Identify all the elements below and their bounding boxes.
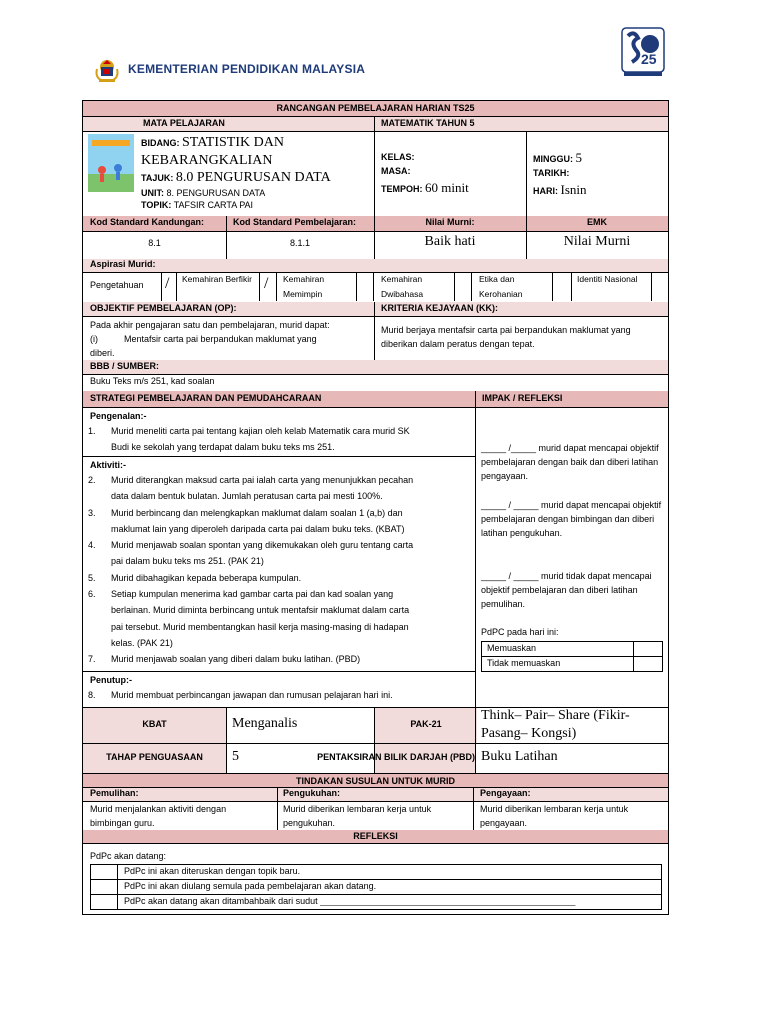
- strategy-step: [83, 423, 475, 456]
- strategy-step: [83, 537, 475, 570]
- step-text-line: Murid membuat perbincangan jawapan dan rumusan pelajaran hari ini.: [111, 690, 393, 700]
- pbd-value: Buku Latihan: [481, 749, 558, 764]
- pak21-value: Think– Pair– Share (Fikir-Pasang– Kongsi): [481, 708, 630, 741]
- ministry-name: KEMENTERIAN PENDIDIKAN MALAYSIA: [128, 62, 366, 76]
- topik-value: TAFSIR CARTA PAI: [173, 200, 254, 210]
- tidak-memuaskan-label: Tidak memuaskan: [487, 658, 561, 668]
- impak-1: _____ /_____ murid dapat mencapai objektif pembelajaran dengan baik dan diberi latihan pengayaan.: [481, 443, 659, 481]
- op-item-number: (i): [90, 334, 98, 344]
- step-text-line: Murid dibahagikan kepada beberapa kumpulan.: [111, 572, 302, 583]
- kk-label: KRITERIA KEJAYAAN (KK):: [381, 303, 499, 313]
- textbook-cover-icon: [88, 134, 134, 192]
- memuaskan-label: Memuaskan: [487, 643, 537, 653]
- op-intro: Pada akhir pengajaran satu dan pembelajaran, murid dapat:: [90, 320, 330, 330]
- step-number: 4.: [88, 540, 96, 551]
- op-item-text: Mentafsir carta pai berpandukan maklumat yang: [124, 334, 317, 344]
- strategy-step: [83, 570, 475, 586]
- pdpc-datang-checkbox-1[interactable]: [91, 865, 117, 879]
- unit-value: 8. PENGURUSAN DATA: [166, 188, 266, 198]
- ksk-value: 8.1: [148, 238, 161, 248]
- step-number: 8.: [88, 690, 96, 700]
- masa-label: MASA:: [381, 166, 411, 176]
- aspirasi-identiti-nasional: Identiti Nasional: [577, 274, 638, 284]
- pemulihan-text: Murid menjalankan aktiviti dengan bimbingan guru.: [90, 804, 227, 828]
- step-number: 1.: [88, 426, 96, 436]
- ksk-label: Kod Standard Kandungan:: [90, 217, 204, 227]
- step-text-line: Murid menjawab soalan yang diberi dalam buku latihan. (PBD): [111, 654, 361, 665]
- nilai-murni-label: Nilai Murni:: [425, 217, 475, 227]
- strategy-step: [83, 505, 475, 538]
- step-text-line: Setiap kumpulan menerima kad gambar carta pai dan kad soalan yang: [111, 589, 394, 600]
- aspirasi-kemahiran-dwibahasa: Kemahiran Dwibahasa: [381, 274, 424, 299]
- op-label: OBJEKTIF PEMBELAJARAN (OP):: [90, 303, 237, 313]
- jata-negara-icon: [92, 55, 122, 85]
- pdpc-akan-datang-label: PdPc akan datang:: [90, 851, 167, 861]
- tarikh-label: TARIKH:: [533, 168, 570, 178]
- pdpc-datang-option-2: PdPc ini akan diulang semula pada pembelajaran akan datang.: [124, 881, 377, 891]
- step-number: 7.: [88, 654, 96, 665]
- memuaskan-checkbox[interactable]: [634, 642, 662, 656]
- pemulihan-label: Pemulihan:: [90, 788, 139, 798]
- bidang-value: STATISTIK DAN KEBARANGKALIAN: [141, 135, 284, 168]
- kbat-label: KBAT: [142, 719, 167, 729]
- mata-pelajaran-value: MATEMATIK TAHUN 5: [381, 118, 475, 128]
- impak-label: IMPAK / REFLEKSI: [482, 393, 563, 403]
- step-number: 2.: [88, 475, 96, 485]
- pdpc-datang-option-1: PdPc ini akan diteruskan dengan topik baru.: [124, 866, 301, 876]
- tindakan-susulan-label: TINDAKAN SUSULAN UNTUK MURID: [83, 773, 668, 788]
- op-item-text-cont: diberi.: [90, 348, 115, 358]
- doc-title: RANCANGAN PEMBELAJARAN HARIAN TS25: [83, 101, 668, 117]
- step-number: 3.: [88, 507, 96, 518]
- step-text-line: pai dalam buku teks ms 251. (PAK 21): [111, 556, 264, 567]
- logo-number: 25: [641, 51, 657, 67]
- pdpc-datang-option-3: PdPc akan datang akan ditambahbaik dari sudut ___________________________________________________: [124, 896, 576, 906]
- step-text-line: kelas. (PAK 21): [111, 637, 173, 648]
- bidang-label: BIDANG:: [141, 138, 180, 148]
- aspirasi-kemahiran-berfikir: Kemahiran Berfikir: [182, 274, 252, 284]
- pengenalan-list: [83, 423, 475, 456]
- bbb-label: BBB / SUMBER:: [90, 361, 159, 371]
- step-text-line: berlainan. Murid diminta berbincang untuk mentafsir maklumat dalam carta: [111, 605, 410, 616]
- strategy-step: [83, 586, 475, 651]
- pdpc-hari-ini-label: PdPC pada hari ini:: [481, 627, 559, 637]
- tempoh-value: 60 minit: [425, 180, 469, 195]
- ksp-label: Kod Standard Pembelajaran:: [233, 217, 357, 227]
- kbat-value: Menganalis: [232, 716, 298, 731]
- tajuk-value: 8.0 PENGURUSAN DATA: [175, 170, 331, 185]
- emk-label: EMK: [587, 217, 607, 227]
- aktiviti-list: [83, 472, 475, 668]
- hari-value: Isnin: [560, 182, 587, 197]
- strategy-step: [83, 687, 475, 703]
- kk-text: Murid berjaya mentafsir carta pai berpandukan maklumat yang diberikan dalam peratus dengan tepat.: [381, 325, 631, 349]
- pbd-label: PENTAKSIRAN BILIK DARJAH (PBD): [317, 752, 475, 762]
- step-text-line: data dalam bentuk bulatan. Jumlah peratusan carta pai mesti 100%.: [111, 491, 383, 502]
- strategy-step: [83, 651, 475, 667]
- step-number: 5.: [88, 572, 96, 583]
- pengukuhan-label: Pengukuhan:: [283, 788, 341, 798]
- aspirasi-kemahiran-memimpin: Kemahiran Memimpin: [283, 274, 325, 299]
- hari-label: HARI:: [533, 186, 558, 196]
- pengukuhan-text: Murid diberikan lembaran kerja untuk pengukuhan.: [283, 804, 432, 828]
- unit-label: UNIT:: [141, 188, 164, 198]
- penutup-list: [83, 687, 475, 703]
- topik-label: TOPIK:: [141, 200, 172, 210]
- aktiviti-label: Aktiviti:-: [90, 460, 126, 470]
- minggu-label: MINGGU:: [533, 154, 573, 164]
- step-text-line: maklumat lain yang diperoleh daripada carta pai dalam buku teks. (KBAT): [111, 523, 405, 534]
- sk25-logo-icon: [620, 26, 666, 78]
- pak21-label: PAK-21: [410, 719, 442, 729]
- aspirasi-check-2: /: [264, 275, 269, 292]
- kelas-label: KELAS:: [381, 152, 415, 162]
- tahap-penguasaan-value: 5: [232, 749, 239, 764]
- step-number: 6.: [88, 589, 96, 600]
- minggu-value: 5: [575, 150, 583, 165]
- impak-3: _____ / _____ murid tidak dapat mencapai objektif pembelajaran dan diberi latihan pemulihan.: [481, 571, 652, 609]
- tidak-memuaskan-checkbox[interactable]: [634, 657, 662, 671]
- step-text-line: Murid menjawab soalan spontan yang dikemukakan oleh guru tentang carta: [111, 540, 414, 551]
- pengayaan-text: Murid diberikan lembaran kerja untuk pengayaan.: [480, 804, 629, 828]
- strategy-step: [83, 472, 475, 505]
- impak-2: _____ / _____ murid dapat mencapai objektif pembelajaran dengan bimbingan dan diberi latihan pengukuhan.: [481, 500, 662, 538]
- step-text-line: pai tersebut. Murid membentangkan hasil kerja masing-masing di hadapan: [111, 621, 409, 632]
- bbb-value: Buku Teks m/s 251, kad soalan: [90, 376, 215, 386]
- pdpc-datang-checkbox-3[interactable]: [91, 895, 117, 909]
- aspirasi-pengetahuan: Pengetahuan: [90, 280, 144, 290]
- step-text-line: Murid berbincang dan melengkapkan maklumat dalam soalan 1 (a,b) dan: [111, 507, 403, 518]
- penutup-label: Penutup:-: [90, 675, 132, 685]
- strategi-label: STRATEGI PEMBELAJARAN DAN PEMUDAHCARAAN: [90, 393, 322, 403]
- step-text-line: Budi ke sekolah yang terdapat dalam buku teks ms 251.: [111, 442, 335, 453]
- aspirasi-check-1: /: [165, 275, 170, 292]
- tahap-penguasaan-label: TAHAP PENGUASAAN: [106, 752, 203, 762]
- lesson-plan-table: [82, 100, 669, 915]
- refleksi-label: REFLEKSI: [83, 830, 668, 844]
- mata-pelajaran-label: MATA PELAJARAN: [143, 118, 225, 128]
- nilai-murni-value: Baik hati: [424, 234, 476, 249]
- pdpc-datang-checkbox-2[interactable]: [91, 880, 117, 894]
- tempoh-label: TEMPOH:: [381, 184, 423, 194]
- aspirasi-label: Aspirasi Murid:: [90, 259, 156, 269]
- pengayaan-label: Pengayaan:: [480, 788, 531, 798]
- aspirasi-etika-kerohanian: Etika dan Kerohanian: [479, 274, 523, 299]
- tajuk-label: TAJUK:: [141, 173, 174, 183]
- ksp-value: 8.1.1: [289, 238, 311, 248]
- emk-value: Nilai Murni: [563, 234, 631, 249]
- step-text-line: Murid meneliti carta pai tentang kajian oleh kelab Matematik cara murid SK: [111, 426, 410, 436]
- pengenalan-label: Pengenalan:-: [90, 411, 147, 421]
- step-text-line: Murid diterangkan maksud carta pai ialah carta yang menunjukkan pecahan: [111, 475, 414, 485]
